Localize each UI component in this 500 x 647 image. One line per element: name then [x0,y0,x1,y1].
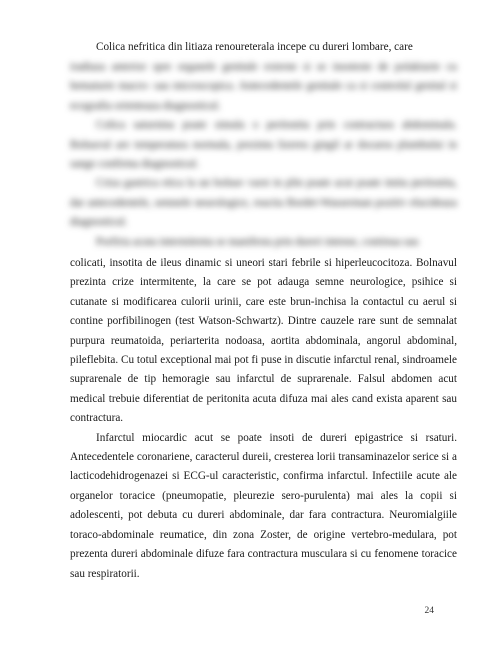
paragraph-infarct: Infarctul miocardic acut se poate insoti de dureri epigastrice si rsaturi. Antecedentele coronariene, caracterul dureii, cresterea lorii transaminazelor serice si a lacticodehidrogenazei si ECG-ul caracteristic, confirma infarctul. Infectiile acute ale organelor toracice (pneumopatie, pleurezie sero-purulenta) mai ales la copii si adolescenti, pot debuta cu dureri abdominale, dar fara contractura. Neuromialgiile toraco-abdominale reumatice, din zona Zoster, de origine vertebro-medulara, pot prezenta dureri abdominale difuze fara contractura musculara si cu fenomene toracice sau respiratorii. [70,431,457,580]
opening-paragraph [70,38,457,57]
blurred-paragraph-1-continuation: iradiaza anterior spre organele genitale externe si se insoteste de polakiurie cu hematurie macro- sau microscopica. Antecedentele genitale ca si controlul genital si ecografia orienteaza diagnosticul. [70,61,457,112]
blurred-paragraph-3: Criza gastrica etica la un bolnav varst in plin poate acut poate imita peritonita, dar antecedentele, semnele neurologice, reactia Bordet-Wasserman pozitiv elucideaza diagnosticul. [70,177,457,229]
paragraph-continuation: colicati, insotita de ileus dinamic si uneori stari febrile si hiperleucocitoza. Bolnavul prezinta crize intermitente, la care se pot adauga semne neurologice, psihice si cutanate si modificarea culorii urinii, care este brun-inchisa la contactul cu aerul si contine porfibilinogen (test Watson-Schwartz). Dintre cauzele rare sunt de semnalat purpura reumatoida, periarterita nodoasa, aortita abdominala, angorul abdominal, pileflebita. Cu totul exceptional mai pot fi puse in discutie infarctul renal, sindroamele suprarenale de tip hemoragie sau infarctul de suprarenale. Falsul abdomen acut medical trebuie diferentiat de peritonita acuta difuza mai ales cand exista aparent sau contractura. [70,257,457,425]
blurred-text-region [70,58,457,248]
main-text [70,254,457,584]
opening-line: Colica nefritica din litiaza renoureterala incepe cu dureri lombare, care [96,41,413,53]
blurred-paragraph-2: Colica saturnina poate simula o peritonita prin contractura abdominala. Bolnavul are temperatura normala, prezinta lizereu gingil ar docarea plumbului in sange confirma diagnosticul. [70,119,457,171]
blurred-paragraph-4: Porfiria acuta intermitenta se manifesta prin dureri intense, continua sau [96,235,419,248]
page-number: 24 [424,606,434,616]
